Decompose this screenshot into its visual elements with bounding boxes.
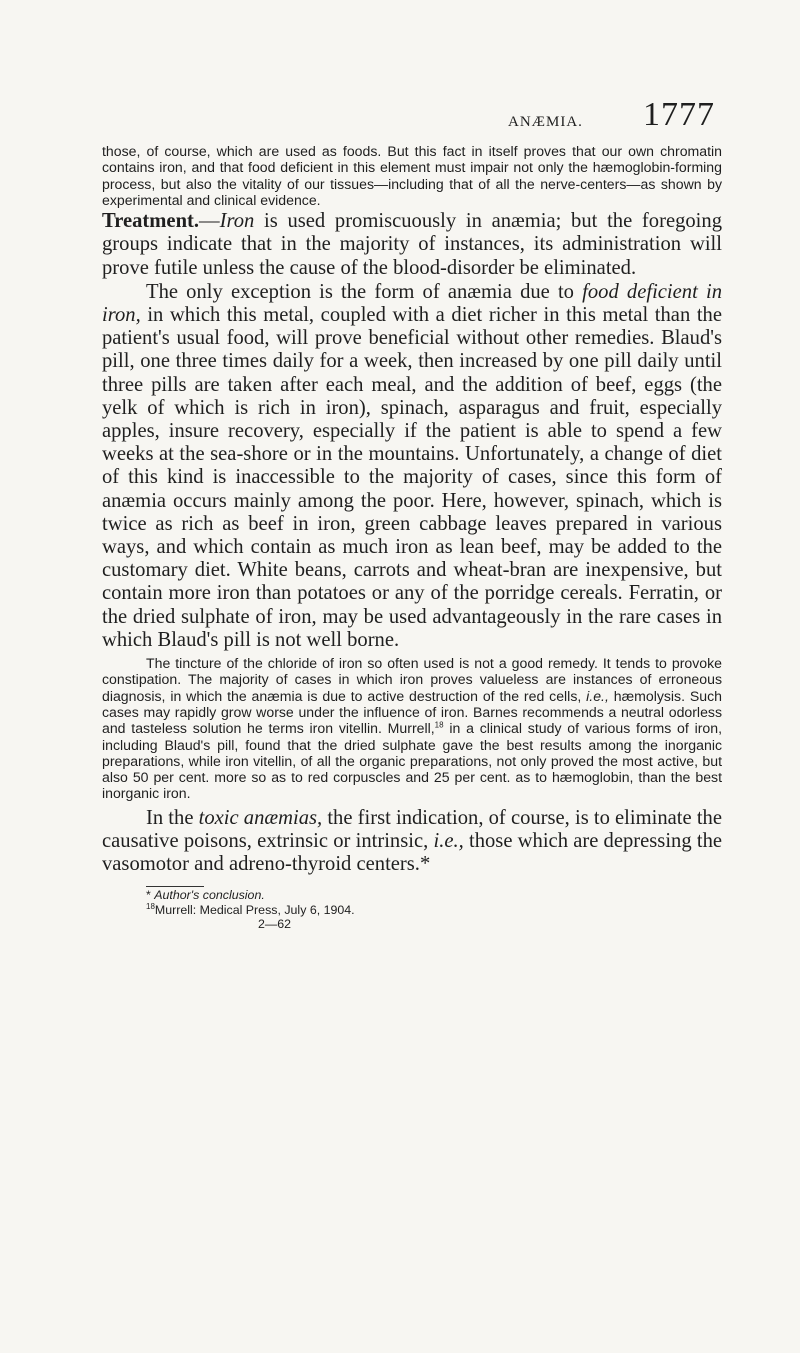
exception-paragraph — [102, 281, 722, 652]
exception-italic-phrase: food deficient in iron, — [102, 280, 722, 326]
running-head: ANÆMIA. — [508, 114, 583, 130]
toxic-paragraph — [102, 807, 722, 877]
treatment-dash: — — [199, 210, 220, 233]
toxic-text-before: In the — [146, 806, 199, 829]
treatment-paragraph — [102, 210, 722, 280]
footnote-ref-text: Murrell: Medical Press, July 6, 1904. — [154, 902, 355, 917]
toxic-text-middle: the first indication, of course, is to eliminate the causative poisons, extrinsic or intrinsic, — [102, 806, 722, 852]
footnote-star-mark: * — [146, 888, 151, 903]
footnote-reference: 18 — [434, 720, 444, 730]
treatment-italic-word: Iron — [219, 210, 255, 233]
footnote-star-text: Author's conclusion. — [154, 888, 265, 903]
tincture-ie: i.e., — [586, 687, 609, 704]
page-header — [0, 0, 800, 140]
page-number: 1777 — [643, 96, 715, 133]
exception-text-after: in which this metal, coupled with a diet richer in this metal than the patient's usual food, will prove beneficial without other remedies. Blaud's pill, one three times daily for a week, then increased by one pill daily until three pills are taken after each meal, and the addition of beef, eggs (the yelk of which is rich in iron), spinach, asparagus and fruit, especially apples, insure recovery, especially if the patient is able to spend a few weeks at the sea-shore or in the mountains. Unfortunately, a change of diet of this kind is inaccessible to the majority of cases, since this form of anæmia occurs mainly among the poor. Here, however, spinach, which is twice as rich as beef in iron, green cabbage leaves prepared in various ways, and which contain as much iron as lean beef, may be added to the customary diet. White beans, carrots and wheat-bran are inexpensive, but contain more iron than potatoes or any of the porridge cereals. Ferratin, or the dried sulphate of iron, may be used advantageously in the rare cases in which Blaud's pill is not well borne. — [102, 304, 722, 651]
tincture-text-before: The tincture of the chloride of iron so often used is not a good remedy. It tends to provoke constipation. The majority of cases in which iron proves valueless are instances of erroneous diagnosis, in which the anæmia is due to active destruction of the red cells, — [102, 655, 722, 704]
tincture-text-after: in a clinical study of various forms of iron, including Blaud's pill, found that the dried sulphate gave the best results among the inorganic preparations, while iron vitellin, of all the organic preparations, not only proved the most active, but also 50 per cent. more so as to red corpuscles and 25 per cent. as to hæmoglobin, than the best inorganic iron. — [102, 720, 723, 802]
tincture-text-middle: hæmolysis. Such cases may rapidly grow worse under the influence of iron. Barnes recommends a neutral odorless and tasteless solution he terms iron vitellin. Murrell, — [102, 687, 722, 737]
footnote-rule — [146, 886, 204, 887]
treatment-heading: Treatment. — [102, 210, 200, 233]
footnote-ref-mark: 18 — [146, 901, 155, 911]
intro-paragraph: those, of course, which are used as foods. But this fact in itself proves that our own chromatin contains iron, and that food deficient in this element must impair not only the hæmoglobin-forming process, but also the vitality of our tissues—including that of all the nerve-centers—as shown by experimental and clinical evidence. — [102, 143, 722, 208]
page-body — [102, 143, 722, 932]
exception-text-before: The only exception is the form of anæmia due to — [146, 280, 583, 303]
toxic-italic-phrase: toxic anæmias, — [198, 806, 323, 829]
footnotes — [146, 888, 722, 931]
treatment-text: is used promiscuously in anæmia; but the foregoing groups indicate that in the majority of instances, its administration will prove futile unless the cause of the blood-disorder be eliminated. — [102, 210, 722, 279]
footnote-18 — [146, 903, 722, 917]
toxic-ie: i.e., — [433, 829, 464, 852]
toxic-text-after: those which are depressing the vasomotor and adreno-thyroid centers.* — [102, 829, 723, 876]
footnote-star — [146, 888, 722, 902]
signature-mark: 2—62 — [258, 917, 292, 932]
tincture-paragraph — [102, 655, 722, 802]
